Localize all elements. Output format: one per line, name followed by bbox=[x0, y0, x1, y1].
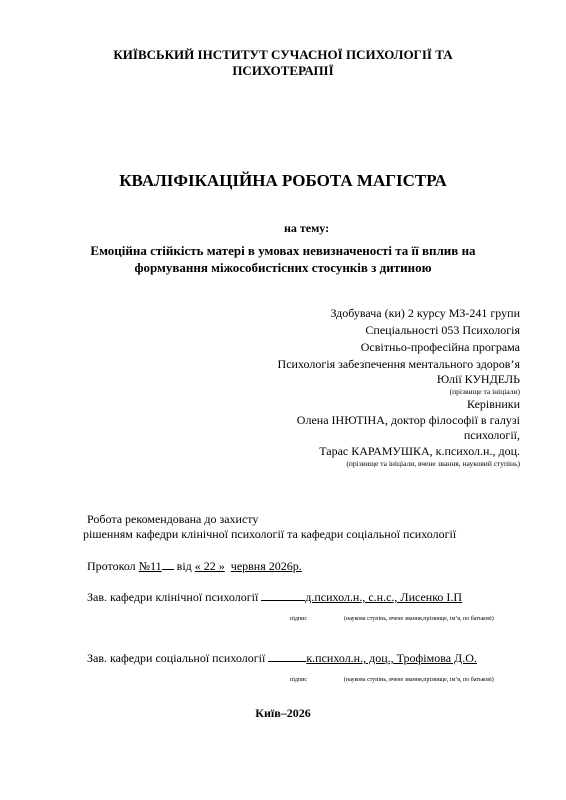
document-title: КВАЛІФІКАЦІЙНА РОБОТА МАГІСТРА bbox=[119, 171, 447, 190]
head2-value: к.психол.н., доц., Трофімова Д.О. bbox=[306, 651, 477, 665]
city-year: Київ–2026 bbox=[255, 706, 311, 720]
protocol-day: « 22 » bbox=[194, 559, 225, 573]
supervisors-caption: (прізвище та ініціали, вчене звання, науковий ступінь) bbox=[346, 459, 520, 468]
protocol-number: №11 bbox=[138, 559, 162, 573]
student-name-caption: (прізвище та ініціали) bbox=[449, 387, 520, 396]
topic-label: на тему: bbox=[284, 221, 330, 235]
head1-sign-caption: підпис bbox=[290, 616, 308, 622]
head1-value: д.психол.н., с.н.с., Лисенко І.П bbox=[305, 590, 463, 604]
head2-sign-blank bbox=[268, 650, 306, 662]
institute-name-line2: ПСИХОТЕРАПІЇ bbox=[232, 63, 334, 78]
head1-line bbox=[87, 589, 462, 605]
head2-info-caption: (наукова ступінь, вчене звання,прізвище, ім’я, по батькові) bbox=[344, 677, 494, 683]
student-course-group: Здобувача (ки) 2 курсу МЗ-241 групи bbox=[330, 306, 520, 320]
head2-line bbox=[87, 650, 477, 666]
supervisor1-line1: Олена ІНЮТІНА, доктор філософії в галузі bbox=[296, 413, 520, 427]
head1-info-caption: (наукова ступінь, вчене звання,прізвище, ім’я, по батькові) bbox=[344, 616, 494, 622]
student-program: Освітньо-професійна програма bbox=[360, 340, 520, 354]
student-program-name: Психологія забезпечення ментального здоров’я bbox=[277, 357, 520, 371]
supervisor1-line2: психології, bbox=[463, 428, 520, 442]
protocol-month-year: червня 2026р. bbox=[230, 559, 302, 573]
student-specialty: Спеціальності 053 Психологія bbox=[365, 323, 520, 337]
protocol-from: від bbox=[173, 559, 195, 573]
recommendation-line1: Робота рекомендована до захисту bbox=[87, 512, 259, 526]
protocol-line bbox=[87, 558, 302, 574]
head1-label: Зав. кафедри клінічної психології bbox=[87, 590, 259, 604]
supervisors-label: Керівники bbox=[467, 397, 520, 411]
topic-line1: Емоційна стійкість матері в умовах невизначеності та її вплив на bbox=[90, 243, 476, 258]
recommendation-line2: рішенням кафедри клінічної психології та кафедри соціальної психології bbox=[83, 527, 457, 541]
head1-sign-blank bbox=[261, 589, 305, 601]
student-name: Юлії КУНДЕЛЬ bbox=[436, 372, 520, 386]
supervisor2: Тарас КАРАМУШКА, к.психол.н., доц. bbox=[319, 444, 520, 458]
institute-name-line1: КИЇВСЬКИЙ ІНСТИТУТ СУЧАСНОЇ ПСИХОЛОГІЇ ТА bbox=[113, 47, 453, 62]
head2-label: Зав. кафедри соціальної психології bbox=[87, 651, 266, 665]
head2-sign-caption: підпис bbox=[290, 677, 308, 683]
protocol-blank bbox=[162, 558, 174, 570]
protocol-prefix: Протокол bbox=[87, 559, 139, 573]
topic-line2: формування міжособистісних стосунків з дитиною bbox=[134, 260, 432, 275]
